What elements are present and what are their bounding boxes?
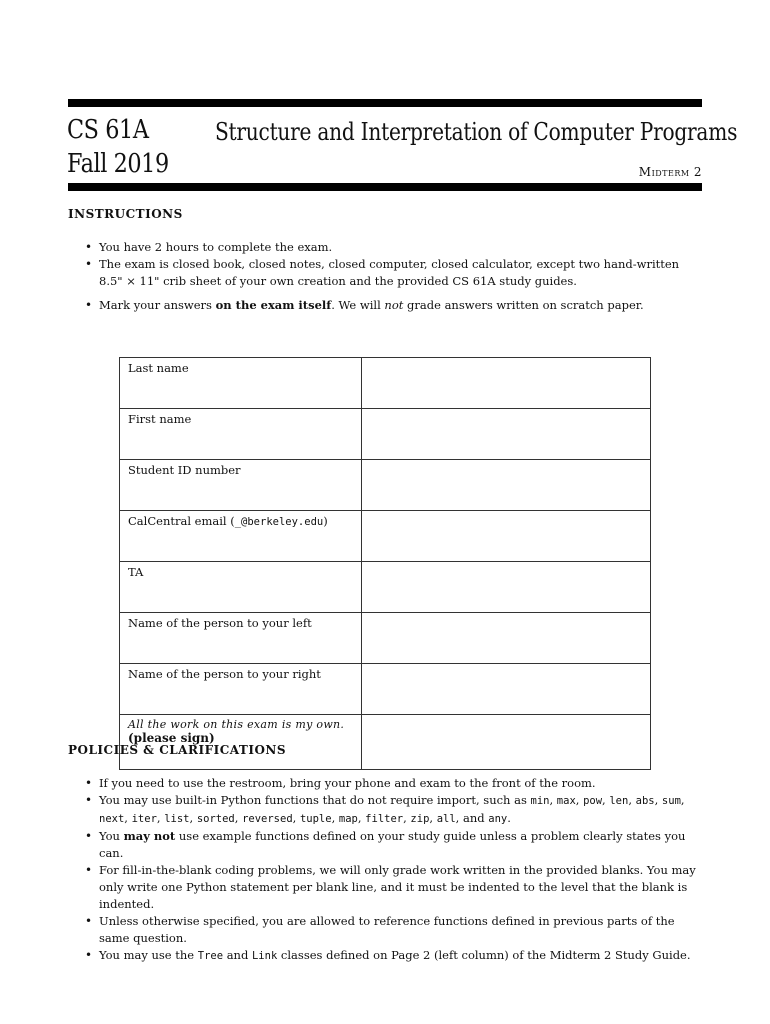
instructions-heading: INSTRUCTIONS (68, 207, 183, 221)
table-row (120, 562, 651, 613)
table-row (120, 715, 651, 770)
email-label-text: ) (323, 514, 328, 528)
policy-text: You may use the (99, 948, 198, 962)
student-id-label: Student ID number (120, 460, 362, 511)
list-item (85, 862, 705, 913)
table-row (120, 358, 651, 409)
course-code: CS 61A (67, 115, 149, 145)
email-label-text: CalCentral email ( (128, 514, 235, 528)
policy-text: You (99, 829, 124, 843)
instruction-text: . We will (331, 298, 385, 312)
instruction-text: grade answers written on scratch paper. (403, 298, 644, 312)
class-name: Tree (197, 950, 224, 962)
policy-text: and (223, 948, 252, 962)
function-name: next (99, 813, 125, 825)
header-top-rule (68, 99, 702, 107)
last-name-label: Last name (120, 358, 362, 409)
function-name: sum (661, 795, 681, 807)
function-name: reversed (242, 813, 293, 825)
function-name: abs (635, 795, 655, 807)
first-name-field[interactable] (361, 409, 650, 460)
email-label (120, 511, 362, 562)
function-name: tuple (299, 813, 332, 825)
instruction-text: Mark your answers (99, 298, 216, 312)
function-name: list (164, 813, 190, 825)
function-name: sorted (196, 813, 235, 825)
right-person-field[interactable] (361, 664, 650, 715)
function-name: filter (365, 813, 404, 825)
table-row (120, 409, 651, 460)
policy-text: Unless otherwise specified, you are allowed to reference functions defined in previous parts of the same question. (99, 914, 675, 945)
function-name: iter (131, 813, 157, 825)
email-field[interactable] (361, 511, 650, 562)
right-person-label: Name of the person to your right (120, 664, 362, 715)
instruction-text: You have 2 hours to complete the exam. (99, 240, 333, 254)
last-name-field[interactable] (361, 358, 650, 409)
function-name: len (609, 795, 629, 807)
list-item: • You may use built-in Python functions that do not require import, such as min, max, pow, len, abs, sum, next, iter, list, sorted, reversed, tuple, map, filter, zip, all, and any. (85, 792, 705, 828)
exam-name: Midterm 2 (638, 165, 702, 179)
policy-text: classes defined on Page 2 (left column) of the Midterm 2 Study Guide. (277, 948, 691, 962)
list-item (85, 913, 705, 947)
emphasis-italic: not (384, 298, 404, 312)
policy-text: You may use built-in Python functions that do not require import, such as (99, 793, 531, 807)
policy-text: use example functions defined on your study guide unless a problem clearly states you can. (99, 829, 686, 860)
policies-list (85, 775, 705, 965)
signature-label (120, 715, 362, 770)
list-item (85, 297, 705, 314)
table-row (120, 613, 651, 664)
function-name: pow (583, 795, 603, 807)
policy-text: For fill-in-the-blank coding problems, we will only grade work written in the provided blanks. You may only write one Python statement per blank line, and it must be indented to the level that the blank is indented. (99, 863, 696, 911)
function-name: map (338, 813, 358, 825)
policy-text: If you need to use the restroom, bring your phone and exam to the front of the room. (99, 776, 596, 790)
policies-heading: POLICIES & CLARIFICATIONS (68, 743, 287, 757)
ta-field[interactable] (361, 562, 650, 613)
emphasis-bold: on the exam itself (215, 298, 332, 312)
instructions-list (85, 239, 705, 314)
header-bottom-rule (68, 183, 702, 191)
left-person-label: Name of the person to your left (120, 613, 362, 664)
function-name: zip (410, 813, 430, 825)
term: Fall 2019 (67, 149, 169, 179)
left-person-field[interactable] (361, 613, 650, 664)
list-item (85, 828, 705, 862)
list-item (85, 775, 705, 792)
email-domain: _@berkeley.edu (234, 516, 324, 528)
signature-field[interactable] (361, 715, 650, 770)
table-row (120, 664, 651, 715)
function-name: all (436, 813, 456, 825)
function-name: any (488, 813, 508, 825)
ta-label: TA (120, 562, 362, 613)
function-name: min (530, 795, 550, 807)
student-info-table (119, 357, 651, 770)
first-name-label: First name (120, 409, 362, 460)
emphasis-bold: may not (123, 829, 176, 843)
table-row (120, 460, 651, 511)
signature-statement: All the work on this exam is my own. (128, 718, 345, 731)
policy-text: and (462, 811, 485, 825)
function-name: max (556, 795, 576, 807)
list-item (85, 256, 705, 290)
course-title: Structure and Interpretation of Computer Programs (215, 118, 738, 146)
class-name: Link (251, 950, 278, 962)
table-row (120, 511, 651, 562)
student-id-field[interactable] (361, 460, 650, 511)
list-item (85, 947, 705, 965)
signature-prompt: (please sign) (128, 731, 215, 745)
list-item (85, 239, 705, 256)
instruction-text: The exam is closed book, closed notes, closed computer, closed calculator, except two hand-written 8.5" × 11" crib sheet of your own creation and the provided CS 61A study guides. (99, 257, 680, 288)
